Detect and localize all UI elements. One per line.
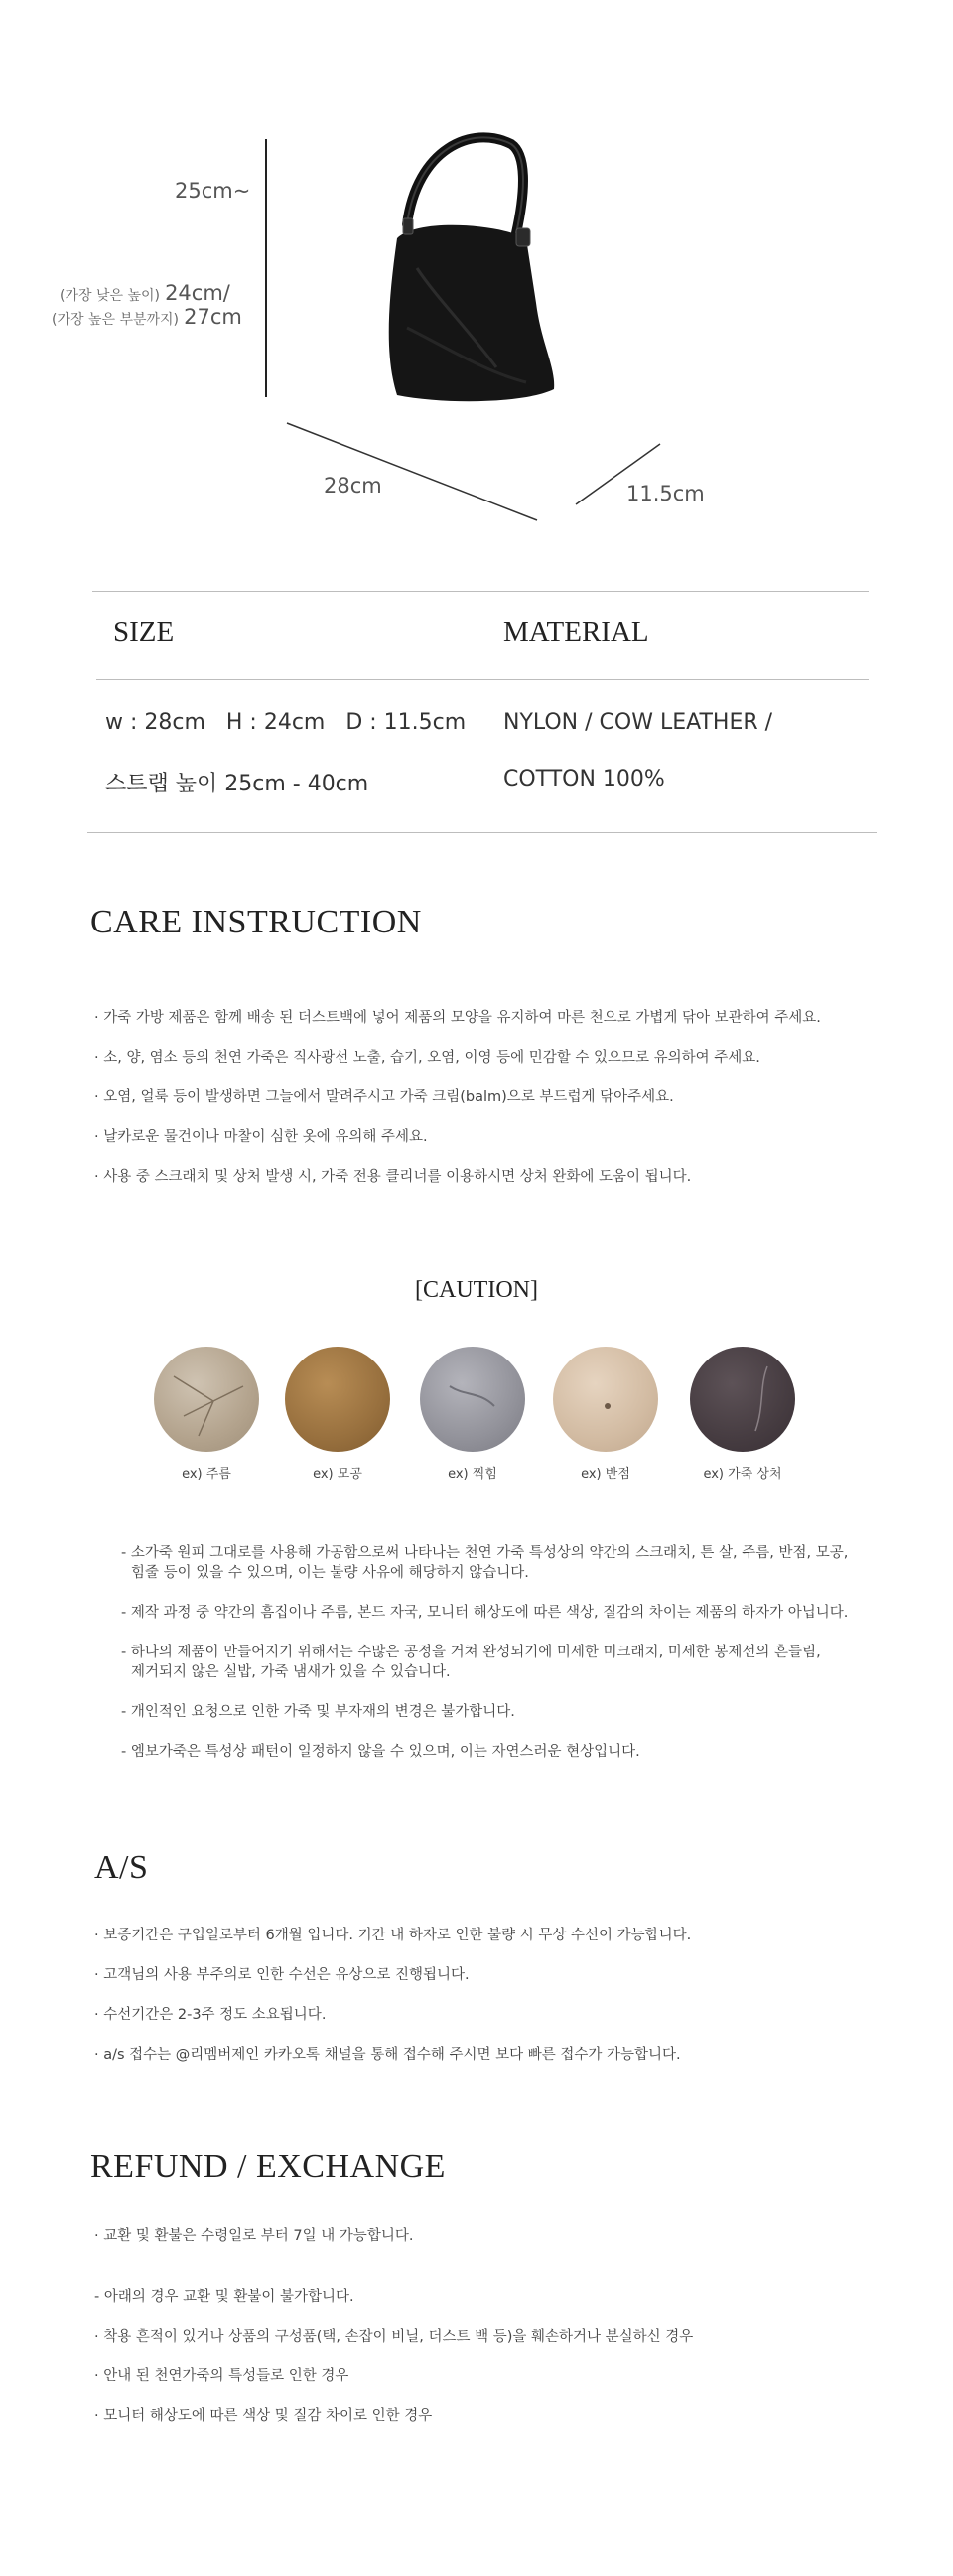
height-low-note: (가장 낮은 높이) — [60, 288, 160, 304]
as-item: · 고객님의 사용 부주의로 인한 수선은 유상으로 진행됩니다. — [94, 1967, 470, 1983]
swatch-scratch — [690, 1347, 795, 1452]
caution-item-line: - 제작 과정 중 약간의 흠집이나 주름, 본드 자국, 모니터 해상도에 따른 색상, 질감의 차이는 제품의 하자가 아닙니다. — [121, 1605, 849, 1621]
caution-item — [121, 1702, 515, 1722]
refund-item: · 교환 및 환불은 수령일로 부터 7일 내 가능합니다. — [94, 2228, 414, 2244]
spot-texture — [553, 1347, 658, 1452]
bag-image — [377, 129, 576, 427]
height-high-value: 27cm — [184, 305, 242, 329]
size-heading: SIZE — [113, 616, 175, 647]
refund-item: · 착용 흔적이 있거나 상품의 구성품(택, 손잡이 비닐, 더스트 백 등)을 훼손하거나 분실하신 경우 — [94, 2329, 694, 2345]
caution-item — [121, 1742, 640, 1762]
care-title: CARE INSTRUCTION — [90, 904, 422, 940]
care-item: · 소, 양, 염소 등의 천연 가죽은 직사광선 노출, 습기, 오염, 이영 등에 민감할 수 있으므로 유의하여 주세요. — [94, 1050, 760, 1066]
height-high-note: (가장 높은 부분까지) — [52, 312, 180, 328]
material-line-2: COTTON 100% — [503, 767, 665, 791]
caution-item-line: - 소가죽 원피 그대로를 사용해 가공함으로써 나타나는 천연 가죽 특성상의 약간의 스크래치, 튼 살, 주름, 반점, 모공, — [121, 1545, 849, 1561]
refund-item: · 안내 된 천연가죽의 특성들로 인한 경우 — [94, 2368, 349, 2384]
material-line-1: NYLON / COW LEATHER / — [503, 710, 773, 735]
size-dimensions: w : 28cm H : 24cm D : 11.5cm — [105, 710, 467, 735]
as-item: · 보증기간은 구입일로부터 6개월 입니다. 기간 내 하자로 인한 불량 시 무상 수선이 가능합니다. — [94, 1928, 692, 1943]
caution-item-line: 힘줄 등이 있을 수 있으며, 이는 불량 사유에 해당하지 않습니다. — [131, 1565, 529, 1581]
as-item: · 수선기간은 2-3주 정도 소요됩니다. — [94, 2007, 327, 2023]
caution-item-line: 제거되지 않은 실밥, 가죽 냄새가 있을 수 있습니다. — [131, 1664, 451, 1680]
care-item: · 가죽 가방 제품은 함께 배송 된 더스트백에 넣어 제품의 모양을 유지하여 마른 천으로 가볍게 닦아 보관하여 주세요. — [94, 1010, 821, 1026]
divider — [87, 832, 877, 833]
width-label: 28cm — [324, 474, 382, 498]
caution-item-line: - 하나의 제품이 만들어지기 위해서는 수많은 공정을 거쳐 완성되기에 미세한 미크래치, 미세한 봉제선의 흔들림, — [121, 1645, 821, 1660]
swatch-wrinkle — [154, 1347, 259, 1452]
scratch-texture — [690, 1347, 795, 1452]
height-low-label — [60, 281, 230, 305]
height-min-label: 25cm~ — [175, 179, 251, 203]
strap-height: 스트랩 높이 25cm - 40cm — [105, 772, 369, 796]
refund-item: · 모니터 해상도에 따른 색상 및 질감 차이로 인한 경우 — [94, 2408, 433, 2424]
material-heading: MATERIAL — [503, 616, 649, 647]
as-item: · a/s 접수는 @리멤버제인 카카오톡 채널을 통해 접수해 주시면 보다 빠른 접수가 가능합니다. — [94, 2047, 681, 2063]
caution-item — [121, 1643, 821, 1682]
care-item: · 날카로운 물건이나 마찰이 심한 옷에 유의해 주세요. — [94, 1129, 428, 1145]
swatch-label: ex) 찍힘 — [448, 1467, 497, 1482]
as-title: A/S — [94, 1849, 149, 1886]
depth-label: 11.5cm — [626, 482, 705, 505]
swatch-dent — [420, 1347, 525, 1452]
caution-title: [CAUTION] — [415, 1277, 538, 1303]
swatch-label: ex) 주름 — [182, 1467, 231, 1482]
height-high-label — [52, 305, 242, 329]
swatch-label: ex) 가죽 상처 — [703, 1467, 782, 1482]
divider — [92, 591, 869, 592]
refund-item: - 아래의 경우 교환 및 환불이 불가합니다. — [94, 2289, 354, 2305]
care-item: · 사용 중 스크래치 및 상처 발생 시, 가죽 전용 클리너를 이용하시면 상처 완화에 도움이 됩니다. — [94, 1169, 692, 1185]
caution-item-line: - 엠보가죽은 특성상 패턴이 일정하지 않을 수 있으며, 이는 자연스러운 현상입니다. — [121, 1744, 640, 1760]
dent-texture — [420, 1347, 525, 1452]
caution-item — [121, 1543, 848, 1583]
swatch-spot — [553, 1347, 658, 1452]
divider — [96, 679, 869, 680]
care-item: · 오염, 얼룩 등이 발생하면 그늘에서 말려주시고 가죽 크림(balm)으로 부드럽게 닦아주세요. — [94, 1089, 674, 1105]
caution-item — [121, 1603, 848, 1623]
refund-title: REFUND / EXCHANGE — [90, 2148, 446, 2185]
height-low-value: 24cm/ — [165, 281, 230, 305]
wrinkle-texture — [154, 1347, 259, 1452]
caution-item-line: - 개인적인 요청으로 인한 가죽 및 부자재의 변경은 불가합니다. — [121, 1704, 515, 1720]
swatch-label: ex) 반점 — [581, 1467, 630, 1482]
swatch-label: ex) 모공 — [313, 1467, 362, 1482]
swatch-pore — [285, 1347, 390, 1452]
